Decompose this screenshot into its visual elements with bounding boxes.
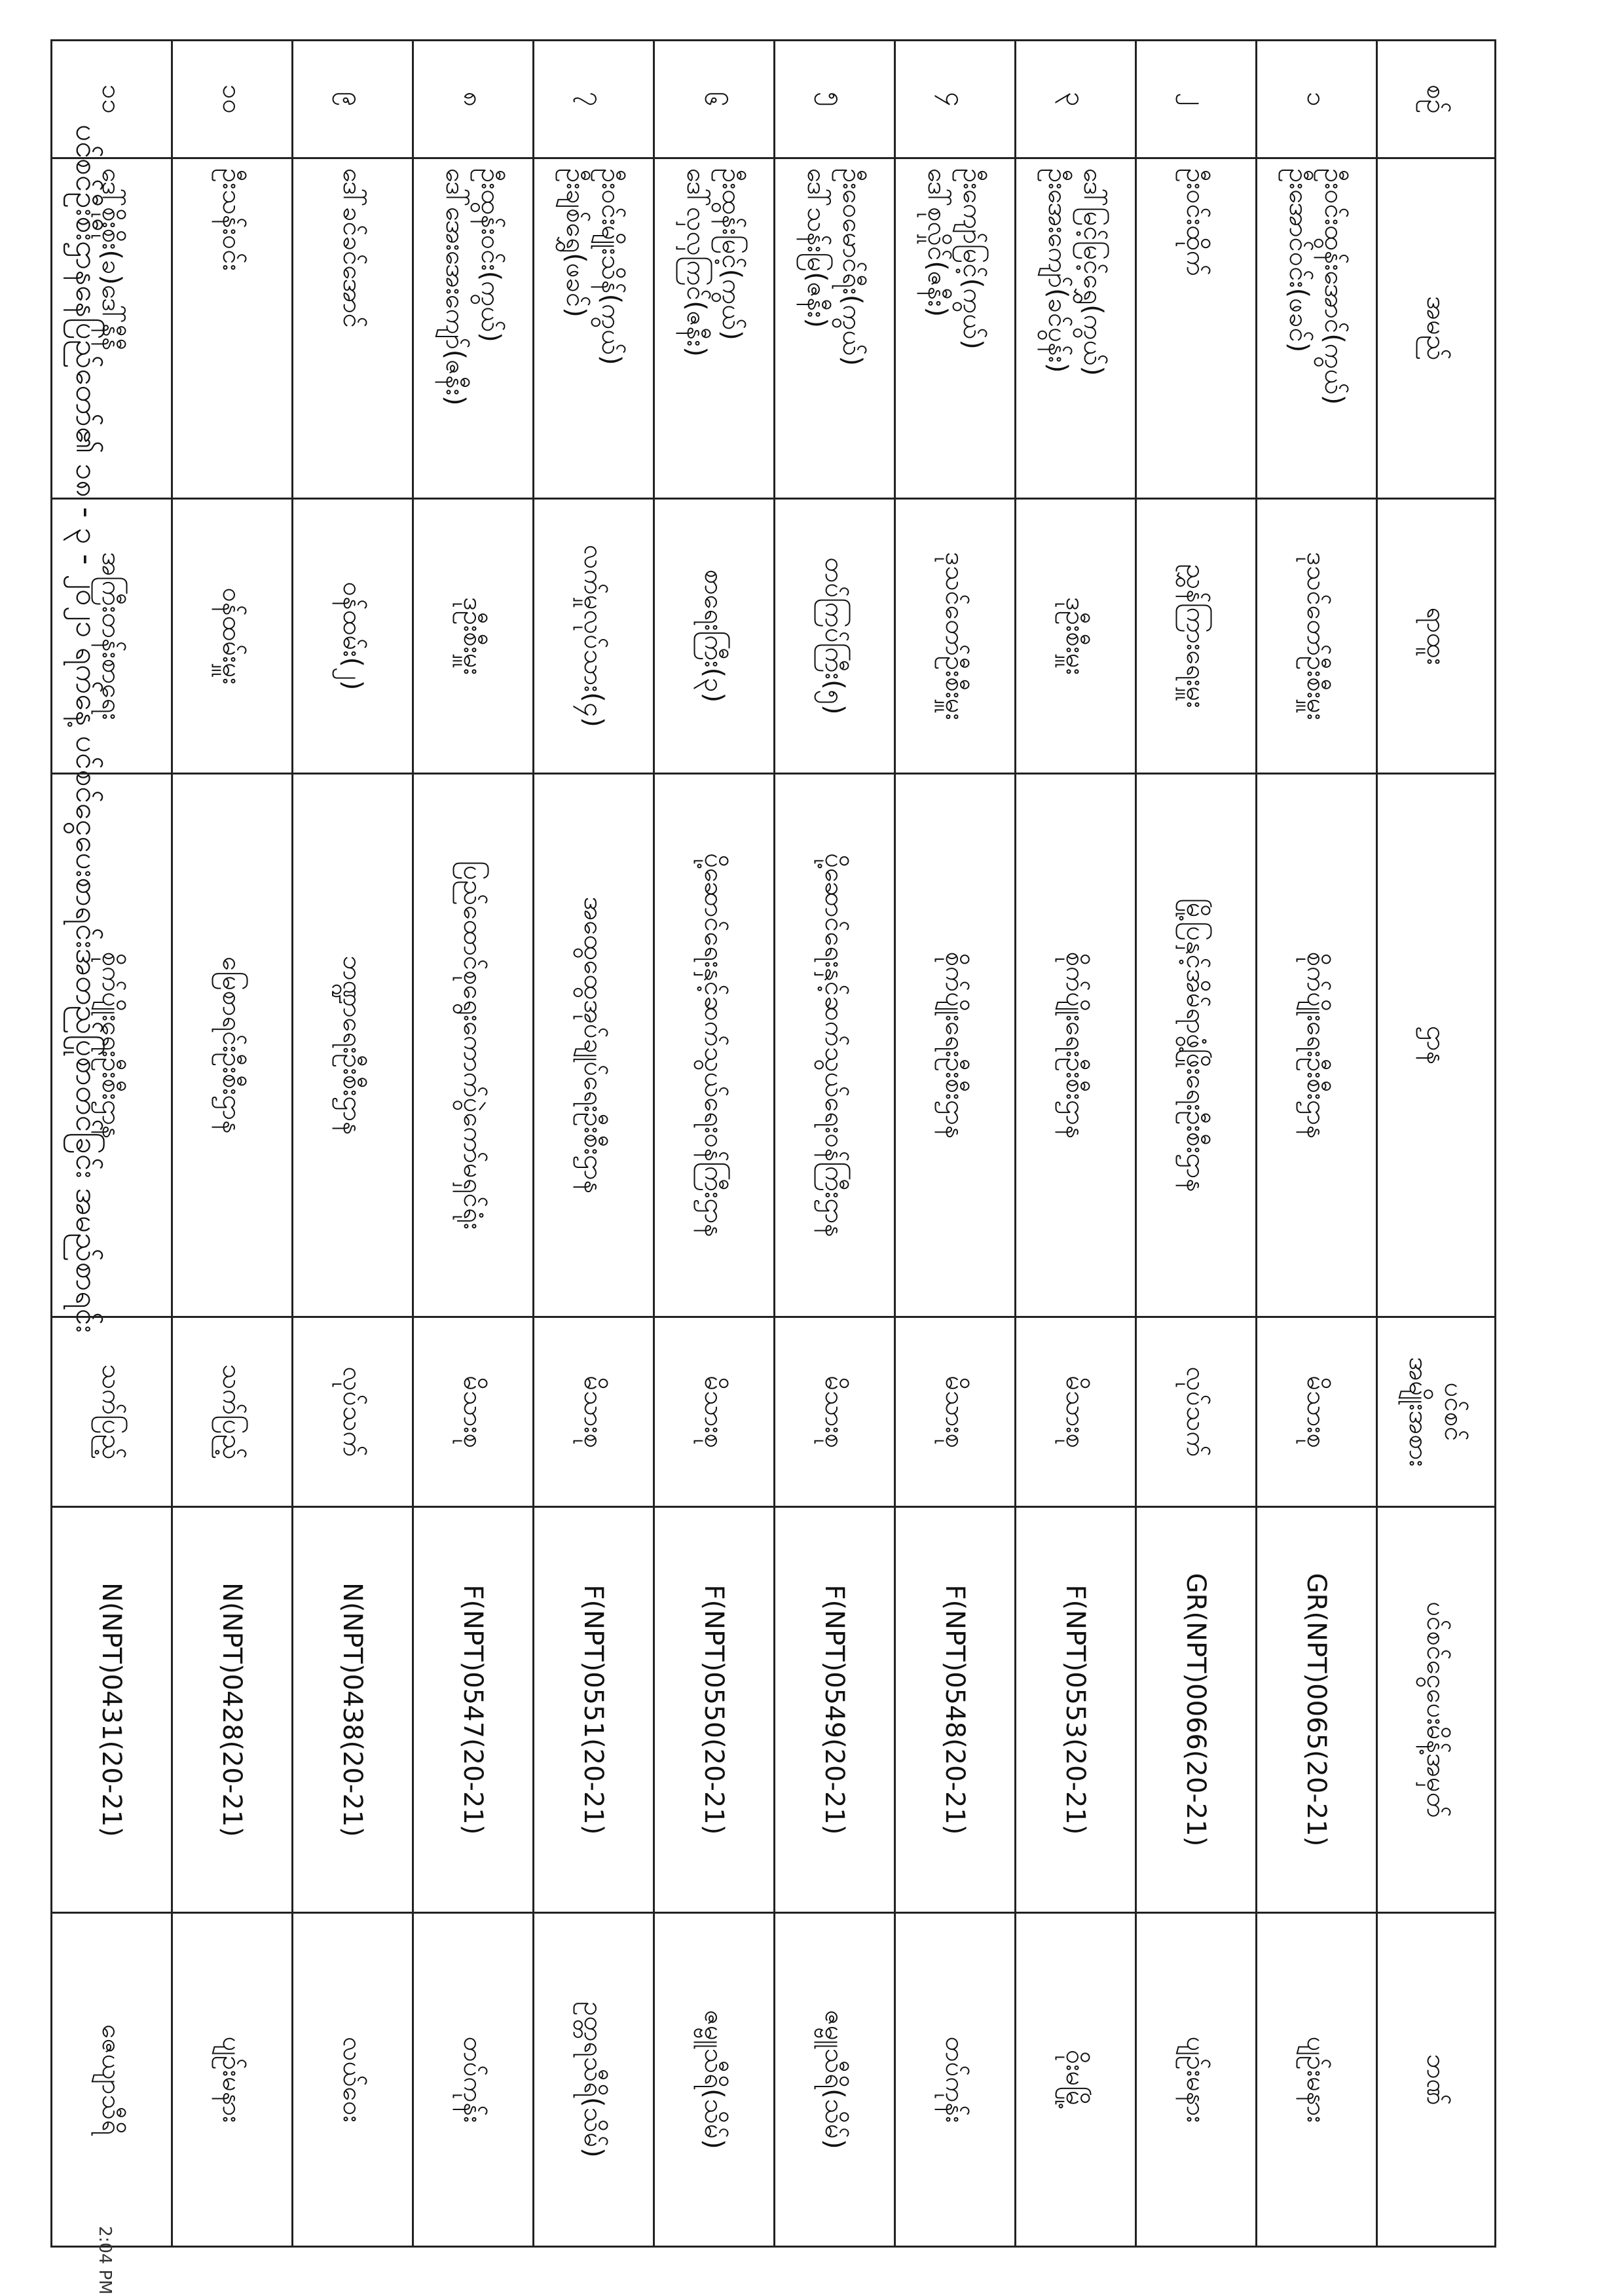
cell-order: N(NPT)0428(20-21) [172,1507,293,1913]
cell-township: ဇေယျာသီရိ [52,1913,172,2247]
cell-type: မိသားစု [413,1317,534,1507]
table-row [654,41,775,2247]
cell-order: GR(NPT)0065(20-21) [1257,1507,1377,1913]
cell-dept: မြို့ပြနှင့်အိမ်ရာဖွံ့ဖြိုးရေးဦးစီးဌာန [1136,774,1257,1317]
table-body [52,41,1377,2247]
cell-type: သက်ပြည့် [172,1317,293,1507]
cell-name-line2: ဦးအေးကျော်(ခင်ပွန်း) [1043,168,1073,373]
cell-order: GR(NPT)0066(20-21) [1136,1507,1257,1913]
cell-name-line2: ဦးချစ်ရွှေ(ဖခင်) [561,168,591,318]
pension-table [50,39,1496,2248]
table-header-row [1377,41,1496,2247]
cell-rank: စာရေးကြီး(၃) [654,499,775,774]
cell-name [413,158,534,499]
cell-name-line1: ဦးကျော်မြင့်(ကွယ်) [957,168,988,350]
cell-type: မိသားစု [654,1317,775,1507]
cell-order: F(NPT)0547(20-21) [413,1507,534,1913]
cell-no: ၁၁ [52,41,172,158]
header-name: အမည် [1377,158,1496,499]
cell-no: ၁၀ [172,41,293,158]
cell-name [654,158,775,499]
cell-name-line2: ဒေါ်အေးအေးကျော်(ဇနီး) [440,168,471,406]
cell-name-line2: ဒေါ်လှလှကြင်(ဇနီး) [681,168,712,357]
cell-township: လယ်ဝေး [293,1913,413,2247]
cell-type: မိသားစု [1257,1317,1377,1507]
cell-name [52,158,172,499]
header-order: ပင်စင်ငွေပေးမိန့်အမှတ် [1377,1507,1496,1913]
cell-rank: ဒုဦးစီးမှူး [413,499,534,774]
cell-dept: စိုက်ပျိုးရေးဦးစီးဌာန [895,774,1016,1317]
cell-no: ၈ [413,41,534,158]
cell-township: ဇမ္ဗူသီရိ(သိမ်) [654,1913,775,2247]
cell-type: သက်ပြည့် [52,1317,172,1507]
cell-dept: စိုက်ပျိုးရေးဦးစီးဌာန [1016,774,1136,1317]
cell-rank: ညွှန်ကြားရေးမှူး [1136,499,1257,774]
cell-type: မိသားစု [775,1317,895,1507]
cell-order: N(NPT)0438(20-21) [293,1507,413,1913]
cell-no: ၆ [654,41,775,158]
cell-no: ၂ [1136,41,1257,158]
cell-rank: လက်မှုလုပ်သား(၄) [534,499,654,774]
cell-type: လုပ်သက် [1136,1317,1257,1507]
cell-township: ပျဉ်းမနား [172,1913,293,2247]
cell-name-line1: ဦးဝင်းထွန်းအောင်(ကွယ်) [1319,168,1350,405]
cell-type: မိသားစု [1016,1317,1136,1507]
header-type [1377,1317,1496,1507]
cell-rank: ဒုဦးစီးမှူး [1016,499,1136,774]
document-title: ပင်စင်ဦးစီးဌာနနေပြည်တော်၏ ၁၈ - ၃ - ၂၀၂၁ ရက်နေ့ ပင်စင်ငွေပေးစာရင်းအတည်ပြုစာတင်ခြင်း အမည်စာရင်း [69,124,105,1333]
cell-name-line1: ဦးထွန်းဝင်း(ကွယ်) [475,168,506,342]
cell-type: မိသားစု [534,1317,654,1507]
cell-name-line1: ဦးဝင်းမျိုးသိန်(ကွယ်) [596,168,627,365]
scan-timestamp: 2:04 PM [95,2226,115,2295]
table-row [52,41,172,2247]
cell-name [1136,158,1257,499]
cell-township: ပျဉ်းမနား [1136,1913,1257,2247]
cell-rank: ဒုသင်တော်ဦးစီးမှူး [1257,499,1377,774]
cell-dept: စိုက်ပျိုးရေးဦးစီးဌာန [1257,774,1377,1317]
cell-no: ၅ [775,41,895,158]
cell-name-line1: ဒေါ်ခင်ခင်အောင် [337,168,368,328]
header-rank: ရာထူး [1377,499,1496,774]
cell-rank: တပ်ကြပ်ကြီး(၅) [775,499,895,774]
cell-no: ၁ [1257,41,1377,158]
cell-dept: အထွေထွေအုပ်ချုပ်ရေးဦးစီးဌာန [534,774,654,1317]
cell-rank: ဒုသင်တော်ဦးစီးမှူး [895,499,1016,774]
table-row [895,41,1016,2247]
header-no: စဉ် [1377,41,1496,158]
cell-name-line1: ဦးဝင်းထိုက် [1181,168,1211,276]
cell-dept: စိုက်ပျိုးရေးဦးစီးဌာန [52,774,172,1317]
cell-no: ၉ [293,41,413,158]
table-row [413,41,534,2247]
cell-order: F(NPT)0549(20-21) [775,1507,895,1913]
cell-type: မိသားစု [895,1317,1016,1507]
cell-no: ၇ [534,41,654,158]
cell-no: ၄ [895,41,1016,158]
cell-name-line1: ဦးထွန်းမြင့်(ကွယ်) [716,168,747,340]
cell-dept: ပို့ဆောင်ရေးနှင့်ဆက်သွယ်ရေးဝန်ကြီးဌာန [775,774,895,1317]
cell-order: F(NPT)0551(20-21) [534,1507,654,1913]
cell-name [775,158,895,499]
cell-order: F(NPT)0550(20-21) [654,1507,775,1913]
header-type-line2: အမျိုးအစား [1403,1357,1433,1467]
table-row [1136,41,1257,2247]
cell-dept: ဘဏ္ဍာရေးဦးစီးဌာန [293,774,413,1317]
cell-name-line2: ဦးအောင်ဝင်း(ဖခင်) [1283,168,1314,353]
cell-name-line1: ဦးဝေမောင်ရီး(ကွယ်) [837,168,868,367]
cell-name [172,158,293,499]
cell-dept: ပြည်ထောင်စုရွေးကောက်ပွဲကော်မရှင်ရုံး [413,774,534,1317]
cell-order: F(NPT)0553(20-21) [1016,1507,1136,1913]
cell-name-line1: ဒေါ်စိုးစိုး(ခ)ဒေါ်နီနီ [96,168,127,351]
table-row [293,41,413,2247]
cell-name [293,158,413,499]
header-type-line1: ပင်စင် [1439,1382,1469,1442]
table-row [534,41,654,2247]
cell-name [895,158,1016,499]
cell-dept: ပို့ဆောင်ရေးနှင့်ဆက်သွယ်ရေးဝန်ကြီးဌာန [654,774,775,1317]
cell-township: ဥတ္တရသီရိ(သိမ်) [534,1913,654,2247]
cell-order: N(NPT)0431(20-21) [52,1507,172,1913]
cell-rank: အကြီးတန်းစာရေး [52,499,172,774]
cell-name [534,158,654,499]
cell-name [1257,158,1377,499]
cell-township: ဝိုးမမြို့ [1016,1913,1136,2247]
cell-township: တပ်ကုန်း [895,1913,1016,2247]
table-row [1016,41,1136,2247]
cell-name-line1: ဒေါ်မြင့်မြင့်ရွှေ(ကွယ်) [1078,168,1109,376]
cell-township: တပ်ကုန်း [413,1913,534,2247]
cell-township: ပျဉ်းမနား [1257,1913,1377,2247]
header-township: ဘဏ် [1377,1913,1496,2247]
table-row [172,41,293,2247]
cell-name-line2: ဒေါ်စုလှိုင်(ဇနီး) [922,168,953,318]
table-row [775,41,895,2247]
header-dept: ဌာန [1377,774,1496,1317]
cell-type: လုပ်သက် [293,1317,413,1507]
cell-order: F(NPT)0548(20-21) [895,1507,1016,1913]
cell-rank: ဝန်ထမ်းမှူး [172,499,293,774]
cell-no: ၃ [1016,41,1136,158]
cell-township: ဇမ္ဗူသီရိ(သိမ်) [775,1913,895,2247]
cell-name-line1: ဦးသန်းဝင်း [217,168,248,271]
cell-name-line2: ဒေါ်သန်းမြ(ဇနီး) [802,168,832,329]
cell-rank: ဝန်ထမ်း(၂) [293,499,413,774]
table-row [1257,41,1377,2247]
cell-name [1016,158,1136,499]
cell-dept: မြေစာရင်းဦးစီးဌာန [172,774,293,1317]
